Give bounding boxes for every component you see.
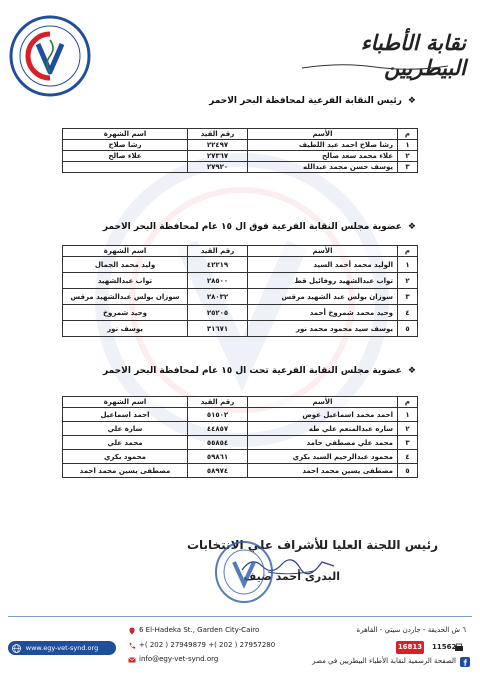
row-index: ٢ xyxy=(398,273,418,289)
email-address[interactable]: info@egy-vet-synd.org xyxy=(139,655,219,663)
section-title-under15: ❖عضوية مجلس النقابة الفرعية تحت ال ١٥ عام لمحافظة البحر الاحمر xyxy=(103,366,416,376)
table-row xyxy=(63,151,418,162)
hotline-badge: 16813 xyxy=(396,641,424,654)
row-index: ٥ xyxy=(398,321,418,337)
committee-chair-name: البدرى أحمد ضيف xyxy=(243,570,340,583)
facebook-icon xyxy=(460,657,470,667)
table-row xyxy=(63,321,418,337)
table-row xyxy=(63,422,418,436)
row-index: ١ xyxy=(398,408,418,422)
registration-number: ٢٥٢٠٥ xyxy=(188,305,248,321)
col-name: الأسم xyxy=(248,129,398,140)
section-title-head: ❖رئيس النقابة الفرعية لمحافظة البحر الاحمر xyxy=(209,96,416,106)
known-name: وليد محمد الجمال xyxy=(63,257,188,273)
row-index: ٣ xyxy=(398,162,418,173)
col-index: م xyxy=(398,246,418,257)
table-row xyxy=(63,162,418,173)
row-index: ٢ xyxy=(398,151,418,162)
bullet-icon: ❖ xyxy=(407,222,416,232)
phone-icon xyxy=(128,642,136,650)
col-name: الأسم xyxy=(248,397,398,408)
table-under15 xyxy=(62,396,418,478)
col-fame: اسم الشهرة xyxy=(63,129,188,140)
table-header-row xyxy=(63,246,418,257)
table-row xyxy=(63,436,418,450)
col-reg: رقم القيد xyxy=(188,246,248,257)
col-index: م xyxy=(398,397,418,408)
known-name: محمد علي xyxy=(63,436,188,450)
registration-number: ٥٩٨٦١ xyxy=(188,450,248,464)
table-row xyxy=(63,257,418,273)
known-name: مصطفى يسين محمد احمد xyxy=(63,464,188,478)
member-name: تواب عبدالشهيد روفائيل قط xyxy=(248,273,398,289)
col-fame: اسم الشهرة xyxy=(63,397,188,408)
col-fame: اسم الشهرة xyxy=(63,246,188,257)
known-name: يوسف نور xyxy=(63,321,188,337)
member-name: رشا صلاح احمد عبد اللطيف xyxy=(248,140,398,151)
member-name: علاء محمد سعد صالح xyxy=(248,151,398,162)
bullet-icon: ❖ xyxy=(407,96,416,106)
known-name: سارة علي xyxy=(63,422,188,436)
member-name: مصطفى يسين محمد احمد xyxy=(248,464,398,478)
table-row xyxy=(63,140,418,151)
website-label: www.egy-vet-synd.org xyxy=(25,644,99,652)
row-index: ٢ xyxy=(398,422,418,436)
registration-number: ٥٥٨٥٤ xyxy=(188,436,248,450)
phone-numbers: +( 202 ) 27949879 +( 202 ) 27957280 xyxy=(139,641,276,649)
known-name: علاء صالح xyxy=(63,151,188,162)
footer-divider xyxy=(8,616,472,617)
registration-number: ٤٤٨٥٧ xyxy=(188,422,248,436)
address-ar: ٦ ش الحديقة - جاردن سيتي - القاهرة xyxy=(356,626,466,634)
fax-number: 11562 xyxy=(432,643,457,651)
row-index: ١ xyxy=(398,257,418,273)
registration-number: ٥١٥٠٢ xyxy=(188,408,248,422)
col-name: الأسم xyxy=(248,246,398,257)
facebook-page-text[interactable]: الصفحة الرسمية لنقابة الأطباء البيطريين في مصر xyxy=(312,657,456,665)
known-name: سوزان بولس عبدالشهيد مرقس xyxy=(63,289,188,305)
registration-number: ٥٨٩٧٤ xyxy=(188,464,248,478)
member-name: محمد علي مصطفي حامد xyxy=(248,436,398,450)
table-row xyxy=(63,273,418,289)
row-index: ٤ xyxy=(398,450,418,464)
table-header-row xyxy=(63,397,418,408)
table-row xyxy=(63,289,418,305)
known-name: تواب عبدالشهيد xyxy=(63,273,188,289)
registration-number: ٢٨٠٣٢ xyxy=(188,289,248,305)
known-name: رشا صلاح xyxy=(63,140,188,151)
registration-number: ٣١٦٧١ xyxy=(188,321,248,337)
member-name: يوسف سيد محمود محمد نور xyxy=(248,321,398,337)
title-flourish xyxy=(300,62,450,72)
table-over15 xyxy=(62,245,418,337)
bullet-icon: ❖ xyxy=(407,366,416,376)
row-index: ٣ xyxy=(398,436,418,450)
col-reg: رقم القيد xyxy=(188,397,248,408)
registration-number: ٢٨٥٠٠ xyxy=(188,273,248,289)
row-index: ٥ xyxy=(398,464,418,478)
col-reg: رقم القيد xyxy=(188,129,248,140)
row-index: ٣ xyxy=(398,289,418,305)
member-name: ساره عبدالمنعم علي طه xyxy=(248,422,398,436)
website-link[interactable] xyxy=(8,641,116,655)
member-name: محمود عبدالرحيم السيد بكري xyxy=(248,450,398,464)
table-row xyxy=(63,450,418,464)
table-row xyxy=(63,464,418,478)
known-name: وحيد شمروخ xyxy=(63,305,188,321)
row-index: ١ xyxy=(398,140,418,151)
known-name xyxy=(63,162,188,173)
registration-number: ٢٧٣٦٧ xyxy=(188,151,248,162)
member-name: وحيد محمد شمروخ أحمد xyxy=(248,305,398,321)
table-row xyxy=(63,305,418,321)
section-title-over15: ❖عضوية مجلس النقابة الفرعية فوق ال ١٥ عام لمحافظة البحر الاحمر xyxy=(102,222,416,232)
known-name: محمود بكري xyxy=(63,450,188,464)
known-name: احمد اسماعيل xyxy=(63,408,188,422)
member-name: سوزان بولس عبد الشهيد مرقس xyxy=(248,289,398,305)
registration-number: ٢٧٩٢٠ xyxy=(188,162,248,173)
table-head xyxy=(62,128,418,173)
col-index: م xyxy=(398,129,418,140)
table-header-row xyxy=(63,129,418,140)
member-name: الوليد محمد أحمد السيد xyxy=(248,257,398,273)
email-icon xyxy=(128,656,136,664)
syndicate-title: نقابة الأطباء البيطريين xyxy=(360,30,466,80)
member-name: يوسف حسن محمد عبدالله xyxy=(248,162,398,173)
registration-number: ٤٢٢١٩ xyxy=(188,257,248,273)
syndicate-logo xyxy=(8,14,92,98)
committee-chair-title: رئيس اللجنة العليا للأشراف علي الانتخابات xyxy=(186,538,438,552)
row-index: ٤ xyxy=(398,305,418,321)
member-name: احمد محمد اسماعيل عوض xyxy=(248,408,398,422)
registration-number: ٢٢٤٩٧ xyxy=(188,140,248,151)
globe-icon xyxy=(12,644,21,653)
address-en: 6 El-Hadeka St., Garden City-Cairo xyxy=(139,626,260,634)
table-row xyxy=(63,408,418,422)
official-stamp xyxy=(214,540,274,604)
location-icon xyxy=(128,627,136,635)
